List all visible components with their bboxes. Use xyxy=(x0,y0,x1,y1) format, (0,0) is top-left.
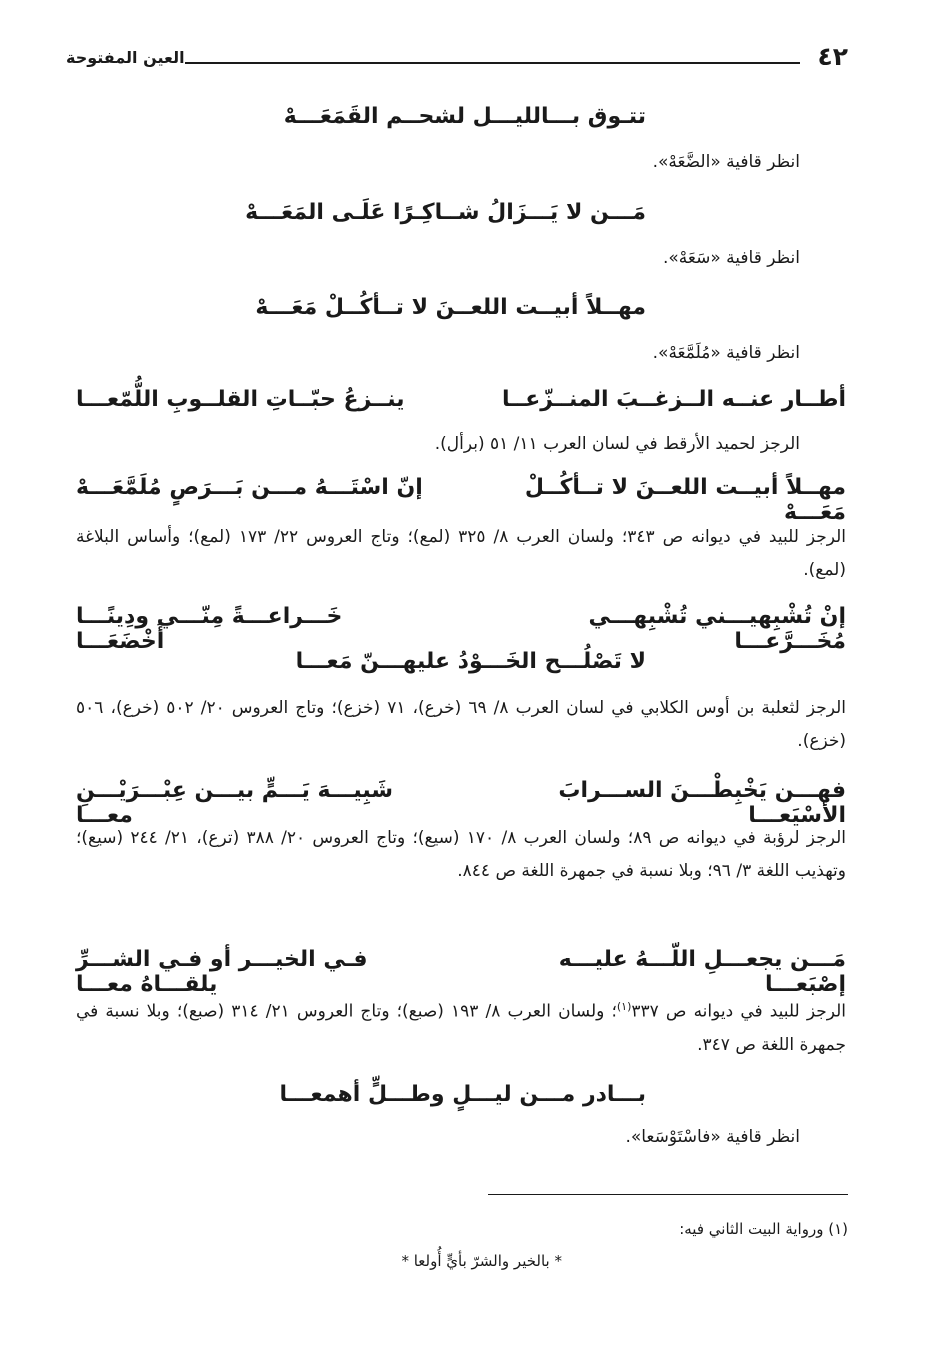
footnote-rule xyxy=(488,1194,848,1195)
running-title: العين المفتوحة xyxy=(66,48,185,67)
citation-4: الرجز لرؤبة في ديوانه ص ٨٩؛ ولسان العرب ٨/ ١٧٠ (سيع)؛ وتاج العروس ٢٠/ ٣٨٨ (ترع)، ٢١/ ٢٤٤ (سيع)؛ وتهذيب اللغة ٣/ ٩٦؛ وبلا نسبة في جمهرة اللغة ص ٨٤٤. xyxy=(76,828,846,881)
couplet-3-second-hemistich: خَـــراعـــةً مِنّـــي ودِينًـــا أَخْضَعَـــا xyxy=(76,604,343,654)
couplet-5 xyxy=(76,947,846,997)
couplet-1-first-hemistich: أطــار عنــه الــزغــبَ المنــزّعــا xyxy=(501,387,846,412)
couplet-5-first-hemistich: مَـــن يجعـــلِ اللّـــهُ عليـــه إصْبَعـــا xyxy=(558,947,846,997)
couplet-1-second-hemistich: ينــزعُ حبّــاتِ القلــوبِ اللُّمّعـــا xyxy=(76,387,405,412)
couplet-4-second-hemistich: شَبِيـــهَ يَـــمٍّ بيـــن عِبْـــرَيْـــنِ معـــا xyxy=(76,778,394,828)
citation-5 xyxy=(76,990,846,1062)
header-rule xyxy=(185,62,800,64)
verse-2: مَـــن لا يَـــزَالُ شــاكِـرًا عَلَـى المَعَـــهْ xyxy=(245,200,646,225)
citation-2: الرجز للبيد في ديوانه ص ٣٤٣؛ ولسان العرب ٨/ ٣٢٥ (لمع)؛ وتاج العروس ٢٢/ ١٧٣ (لمع)؛ وأساس البلاغة (لمع). xyxy=(76,527,847,580)
couplet-2 xyxy=(76,475,846,525)
note-1: انظر قافية «الضَّعَهْ». xyxy=(652,152,800,172)
verse-1: تتـوق بـــالليـــل لشحــم القَمَعَـــهْ xyxy=(283,104,646,129)
couplet-3-first-hemistich: إنْ تُشْبِهيـــني تُشْبِهـــي مُخَـــرَّعـــا xyxy=(588,604,846,654)
verse-3: مهــلاً أبيــت اللعــنَ لا تــأكُــلْ مَعَـــهْ xyxy=(255,295,646,320)
note-2: انظر قافية «سَعَهْ». xyxy=(662,248,800,268)
footnote-line-2: * بالخير والشرّ بأيٍّ أُولعا * xyxy=(401,1252,562,1270)
couplet-2-second-hemistich: إنّ اسْتَـــهُ مـــن بَـــرَصٍ مُلَمَّعَـــهْ xyxy=(76,475,423,500)
couplet-1 xyxy=(76,387,846,419)
citation-3: الرجز لثعلبة بن أوس الكلابي في لسان العرب ٨/ ٦٩ (خرع)، ٧١ (خزع)؛ وتاج العروس ٢٠/ ٥٠٢ (خرع)، ٥٠٦ (خزع). xyxy=(76,698,846,751)
footnote-marker: (١) xyxy=(616,1000,632,1013)
couplet-4-first-hemistich: فهـــن يَخْبِطْـــنَ الســـرابَ الأسْيَعـــا xyxy=(558,778,846,828)
note-5: انظر قافية «فاسْتَوْسَعا». xyxy=(625,1127,800,1147)
footnote-line-1: (١) ورواية البيت الثاني فيه: xyxy=(679,1220,848,1238)
citation-5-part-2: ؛ ولسان العرب ٨/ ١٩٣ (صبع)؛ وتاج العروس ٢١/ ٣١٤ (صبع)؛ وبلا نسبة في جمهرة اللغة ص ٣٤٧. xyxy=(76,1001,846,1055)
note-3: انظر قافية «مُلَمَّعَهْ». xyxy=(652,343,800,363)
couplet-5-second-hemistich: فـي الخيـــر أو فـي الشـــرِّ يلقـــاهُ معـــا xyxy=(76,947,368,997)
couplet-4 xyxy=(76,778,846,828)
citation-1: الرجز لحميد الأرقط في لسان العرب ١١/ ٥١ (برأل). xyxy=(434,434,800,454)
citation-5-part-1: الرجز للبيد في ديوانه ص ٣٣٧ xyxy=(631,1001,847,1022)
couplet-3 xyxy=(76,604,846,654)
verse-4: لا تَصْلُـــح الخَـــوْدُ عليهـــنّ مَعـــا xyxy=(295,649,646,674)
verse-5: بـــادر مـــن ليـــلٍ وطـــلٍّ أهمعـــا xyxy=(279,1082,646,1107)
page-number: ٤٢ xyxy=(817,42,848,71)
couplet-2-first-hemistich: مهــلاً أبيــت اللعــنَ لا تــأكُــلْ مَعَـــهْ xyxy=(524,475,846,525)
